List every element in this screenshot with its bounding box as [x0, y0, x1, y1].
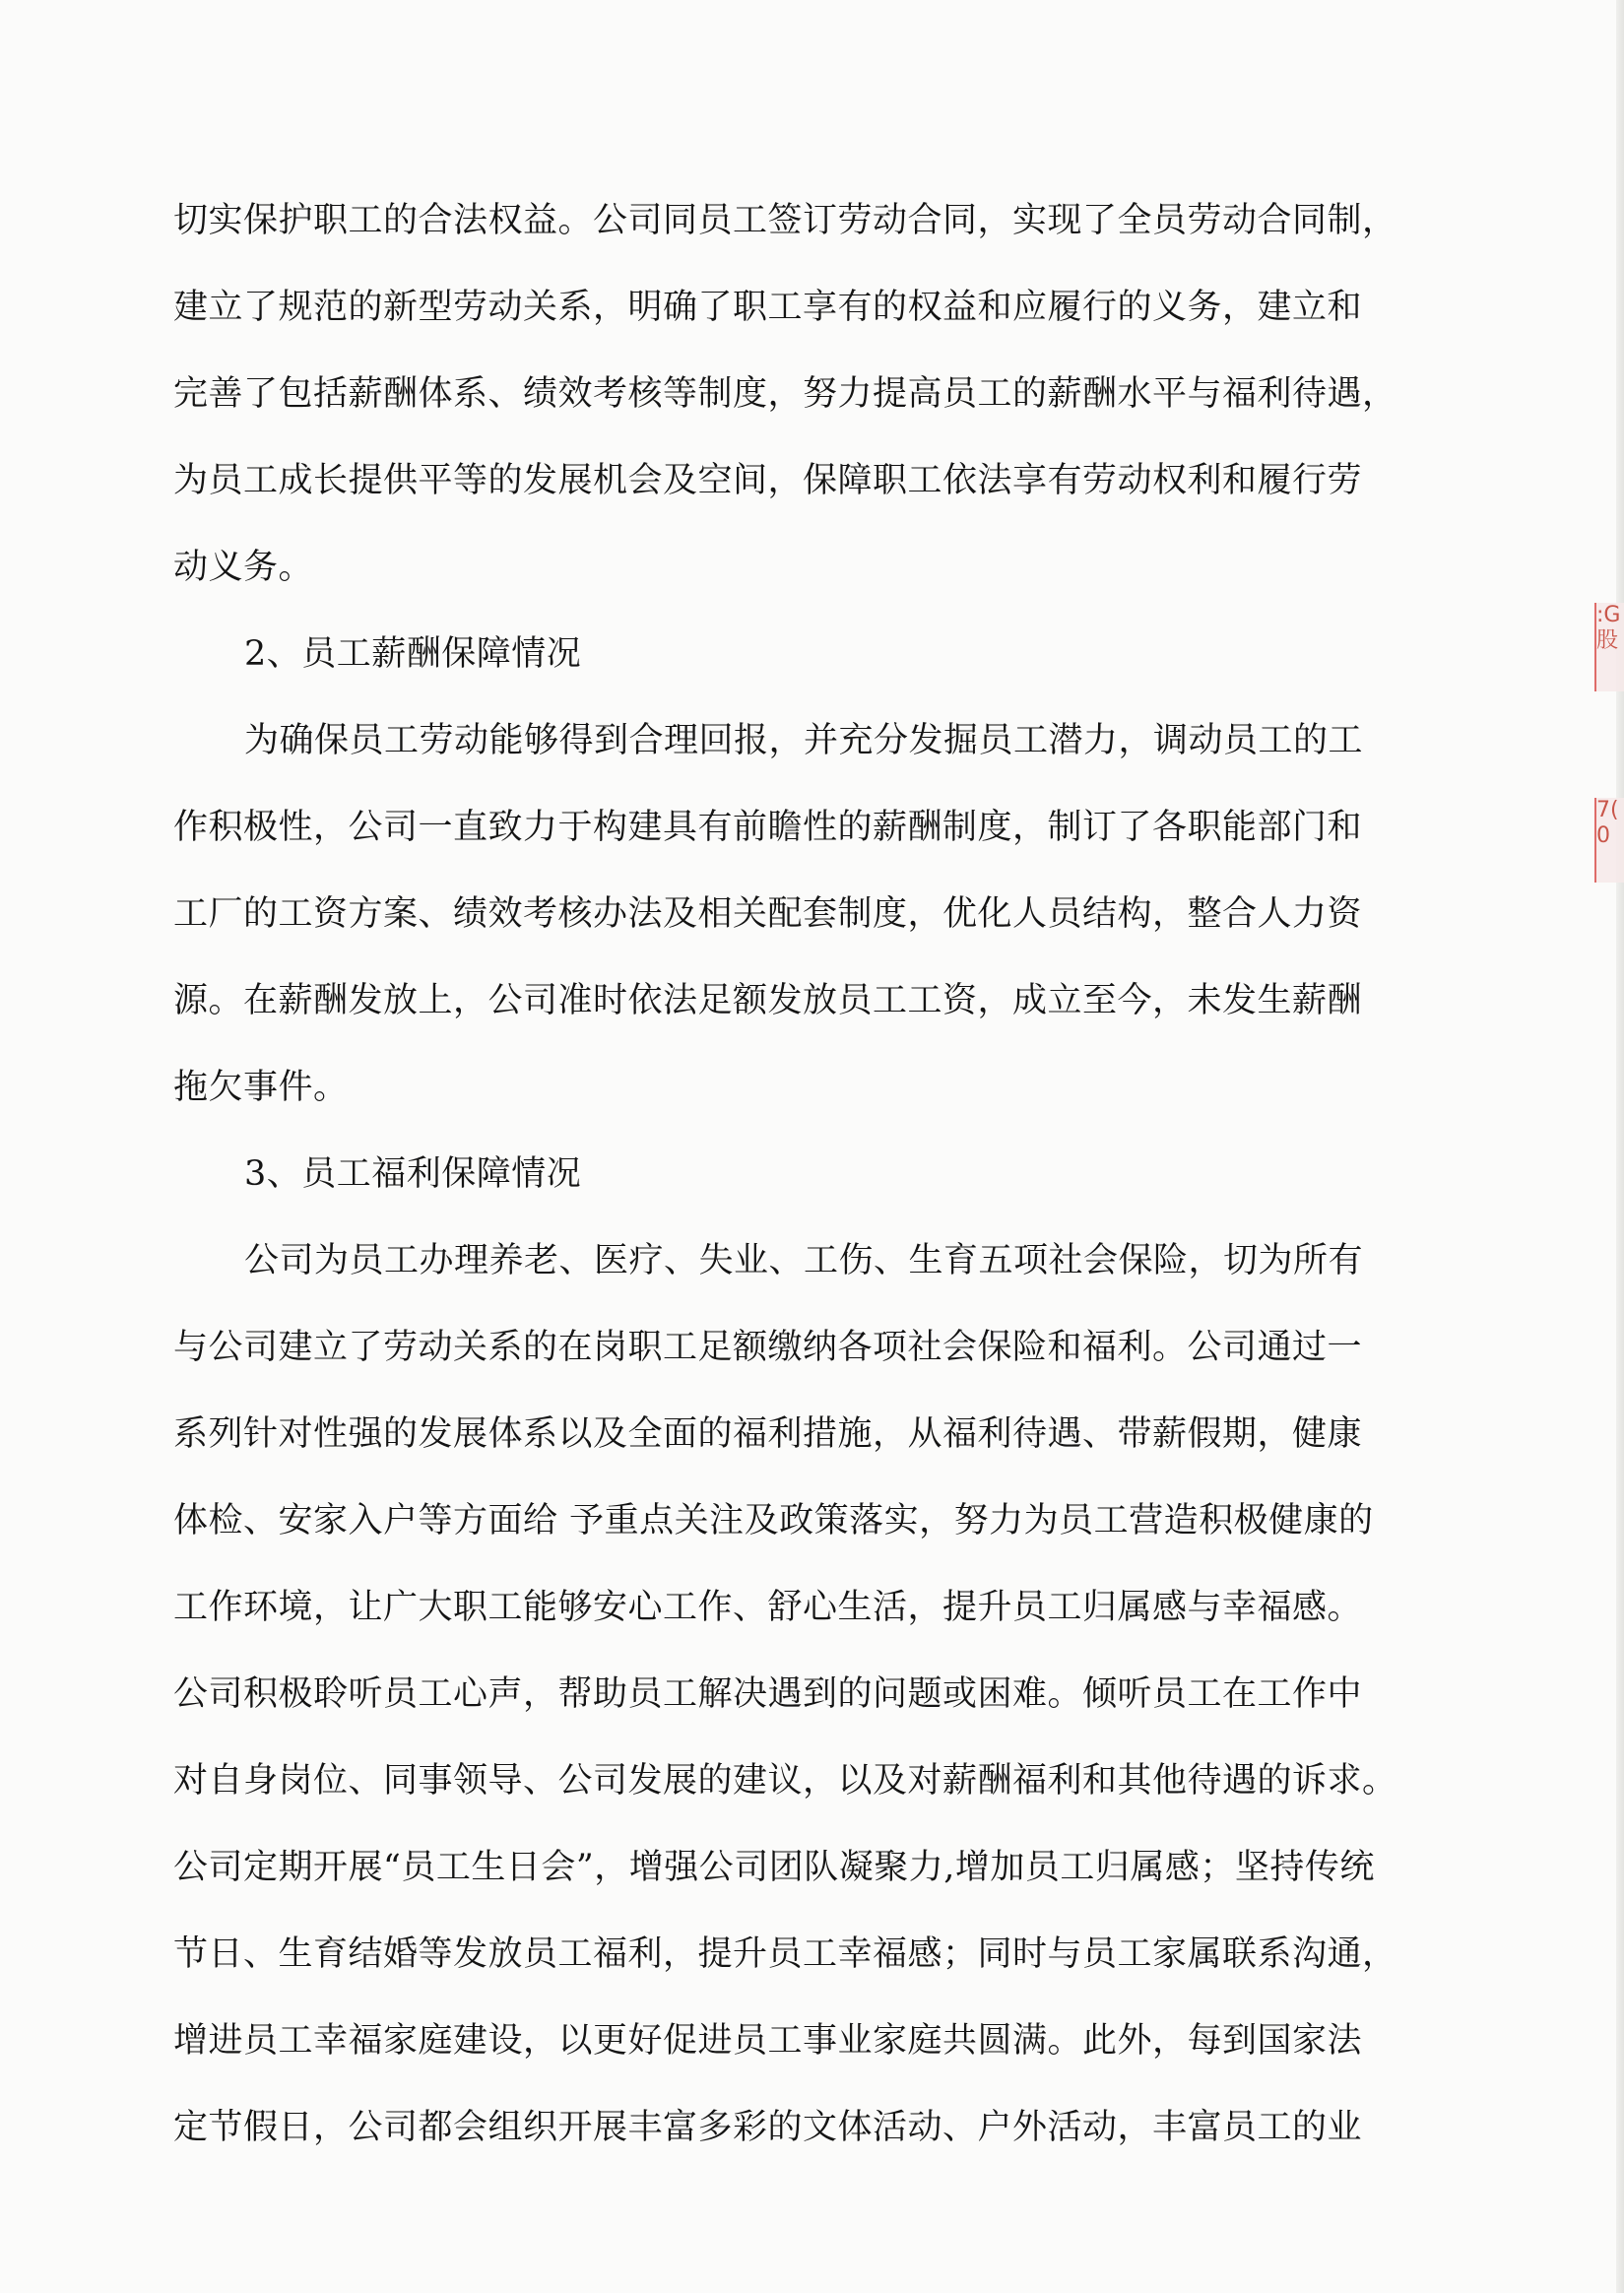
text-line-18: 公司积极聆听员工心声，帮助员工解决遇到的问题或困难。倾听员工在工作中: [173, 1674, 1363, 1714]
text-line-10: 源。在薪酬发放上，公司准时依法足额发放员工工资，成立至今，未发生薪酬: [173, 981, 1363, 1020]
text-line-23: 定节假日，公司都会组织开展丰富多彩的文体活动、户外活动，丰富员工的业: [173, 2108, 1363, 2147]
section-heading-welfare: 3、员工福利保障情况: [244, 1154, 582, 1194]
scan-edge-shadow: [1616, 0, 1624, 2293]
text-line-7: 为确保员工劳动能够得到合理回报，并充分发掘员工潜力，调动员工的工: [244, 721, 1364, 760]
text-line-2: 建立了规范的新型劳动关系，明确了职工享有的权益和应履行的义务，建立和: [173, 288, 1363, 327]
text-line-15: 系列针对性强的发展体系以及全面的福利措施，从福利待遇、带薪假期，健康: [173, 1414, 1363, 1454]
text-line-11: 拖欠事件。: [173, 1068, 349, 1107]
text-line-13: 公司为员工办理养老、医疗、失业、工伤、生育五项社会保险，切为所有: [244, 1241, 1364, 1280]
text-line-3: 完善了包括薪酬体系、绩效考核等制度，努力提高员工的薪酬水平与福利待遇，: [173, 374, 1397, 414]
text-line-16: 体检、安家入户等方面给 予重点关注及政策落实，努力为员工营造积极健康的: [173, 1501, 1374, 1540]
text-line-9: 工厂的工资方案、绩效考核办法及相关配套制度，优化人员结构，整合人力资: [173, 894, 1363, 934]
document-body: [173, 177, 1495, 2171]
text-line-14: 与公司建立了劳动关系的在岗职工足额缴纳各项社会保险和福利。公司通过一: [173, 1328, 1363, 1367]
margin-seal-stamp-bottom: 7( 0: [1594, 798, 1624, 883]
text-line-17: 工作环境，让广大职工能够安心工作、舒心生活，提升员工归属感与幸福感。: [173, 1588, 1363, 1627]
section-heading-salary: 2、员工薪酬保障情况: [244, 634, 582, 674]
margin-seal-stamp-top: :G 股: [1594, 603, 1624, 691]
text-line-22: 增进员工幸福家庭建设，以更好促进员工事业家庭共圆满。此外，每到国家法: [173, 2021, 1363, 2061]
text-line-21: 节日、生育结婚等发放员工福利，提升员工幸福感；同时与员工家属联系沟通，: [173, 1934, 1397, 1974]
text-line-5: 动义务。: [173, 548, 314, 587]
text-line-1: 切实保护职工的合法权益。公司同员工签订劳动合同，实现了全员劳动合同制，: [173, 201, 1397, 240]
text-line-4: 为员工成长提供平等的发展机会及空间，保障职工依法享有劳动权利和履行劳: [173, 461, 1363, 500]
text-line-8: 作积极性，公司一直致力于构建具有前瞻性的薪酬制度，制订了各职能部门和: [173, 808, 1363, 847]
text-line-19: 对自身岗位、同事领导、公司发展的建议，以及对薪酬福利和其他待遇的诉求。: [173, 1761, 1397, 1801]
text-line-20: 公司定期开展“员工生日会”，增强公司团队凝聚力,增加员工归属感；坚持传统: [173, 1848, 1375, 1887]
